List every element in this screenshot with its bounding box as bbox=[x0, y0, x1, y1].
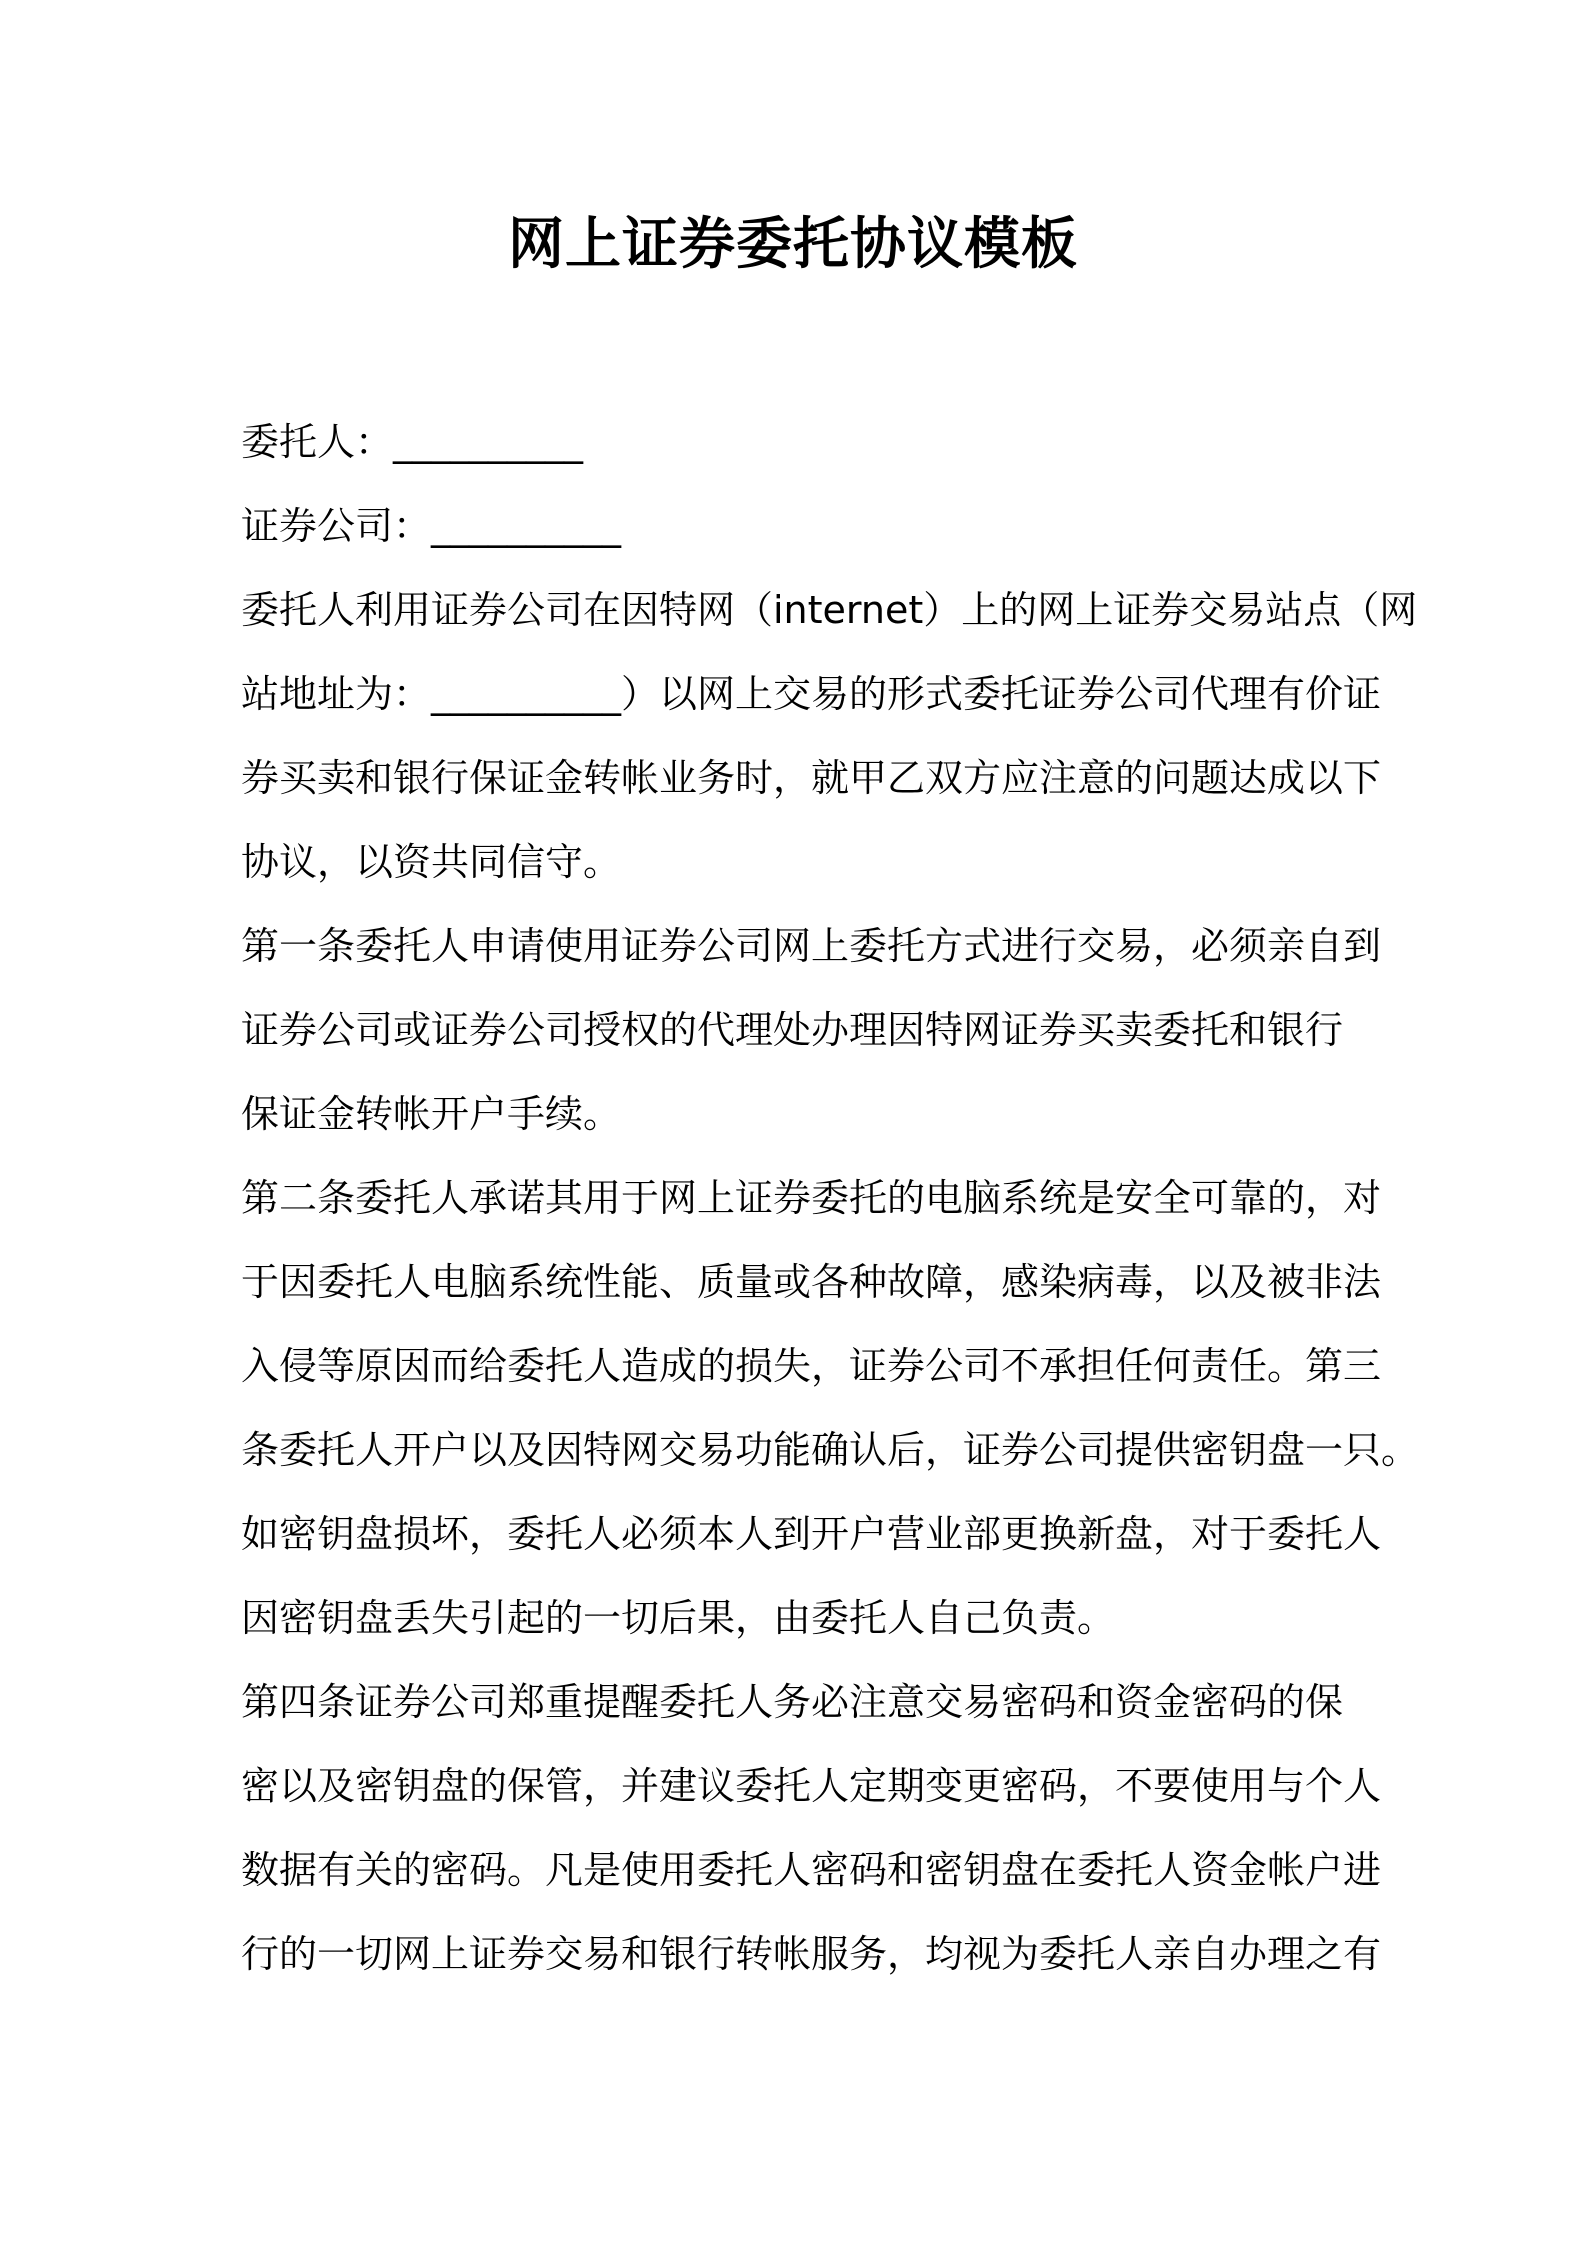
text-line: 券买卖和银行保证金转帐业务时，就甲乙双方应注意的问题达成以下 bbox=[241, 756, 1382, 800]
text-line: 第一条委托人申请使用证券公司网上委托方式进行交易，必须亲自到 bbox=[241, 924, 1382, 968]
text-line: 行的一切网上证券交易和银行转帐服务，均视为委托人亲自办理之有 bbox=[241, 1932, 1382, 1976]
text-line: 保证金转帐开户手续。 bbox=[241, 1092, 622, 1136]
text-line: 数据有关的密码。凡是使用委托人密码和密钥盘在委托人资金帐户进 bbox=[241, 1848, 1382, 1892]
text-line: 于因委托人电脑系统性能、质量或各种故障，感染病毒，以及被非法 bbox=[241, 1260, 1382, 1304]
text-line: 条委托人开户以及因特网交易功能确认后，证券公司提供密钥盘一只。 bbox=[241, 1428, 1420, 1472]
text-line: 站地址为：__________）以网上交易的形式委托证券公司代理有价证 bbox=[241, 672, 1382, 716]
text-line: 证券公司：__________ bbox=[241, 504, 622, 548]
text-line: 第四条证券公司郑重提醒委托人务必注意交易密码和资金密码的保 bbox=[241, 1680, 1344, 1724]
text-line: 第二条委托人承诺其用于网上证券委托的电脑系统是安全可靠的，对 bbox=[241, 1176, 1382, 1220]
text-line: 密以及密钥盘的保管，并建议委托人定期变更密码，不要使用与个人 bbox=[241, 1764, 1382, 1808]
text-line: 委托人利用证券公司在因特网（internet）上的网上证券交易站点（网 bbox=[241, 588, 1418, 632]
text-line: 证券公司或证券公司授权的代理处办理因特网证券买卖委托和银行 bbox=[241, 1008, 1344, 1052]
text-line: 如密钥盘损坏，委托人必须本人到开户营业部更换新盘，对于委托人 bbox=[241, 1512, 1382, 1556]
text-line: 协议，以资共同信守。 bbox=[241, 840, 622, 884]
document-body bbox=[241, 400, 1420, 1996]
text-line: 委托人：__________ bbox=[241, 420, 584, 464]
text-line: 入侵等原因而给委托人造成的损失，证券公司不承担任何责任。第三 bbox=[241, 1344, 1382, 1388]
document-title: 网上证券委托协议模板 bbox=[508, 212, 1078, 277]
text-line: 因密钥盘丢失引起的一切后果，由委托人自己负责。 bbox=[241, 1596, 1116, 1640]
